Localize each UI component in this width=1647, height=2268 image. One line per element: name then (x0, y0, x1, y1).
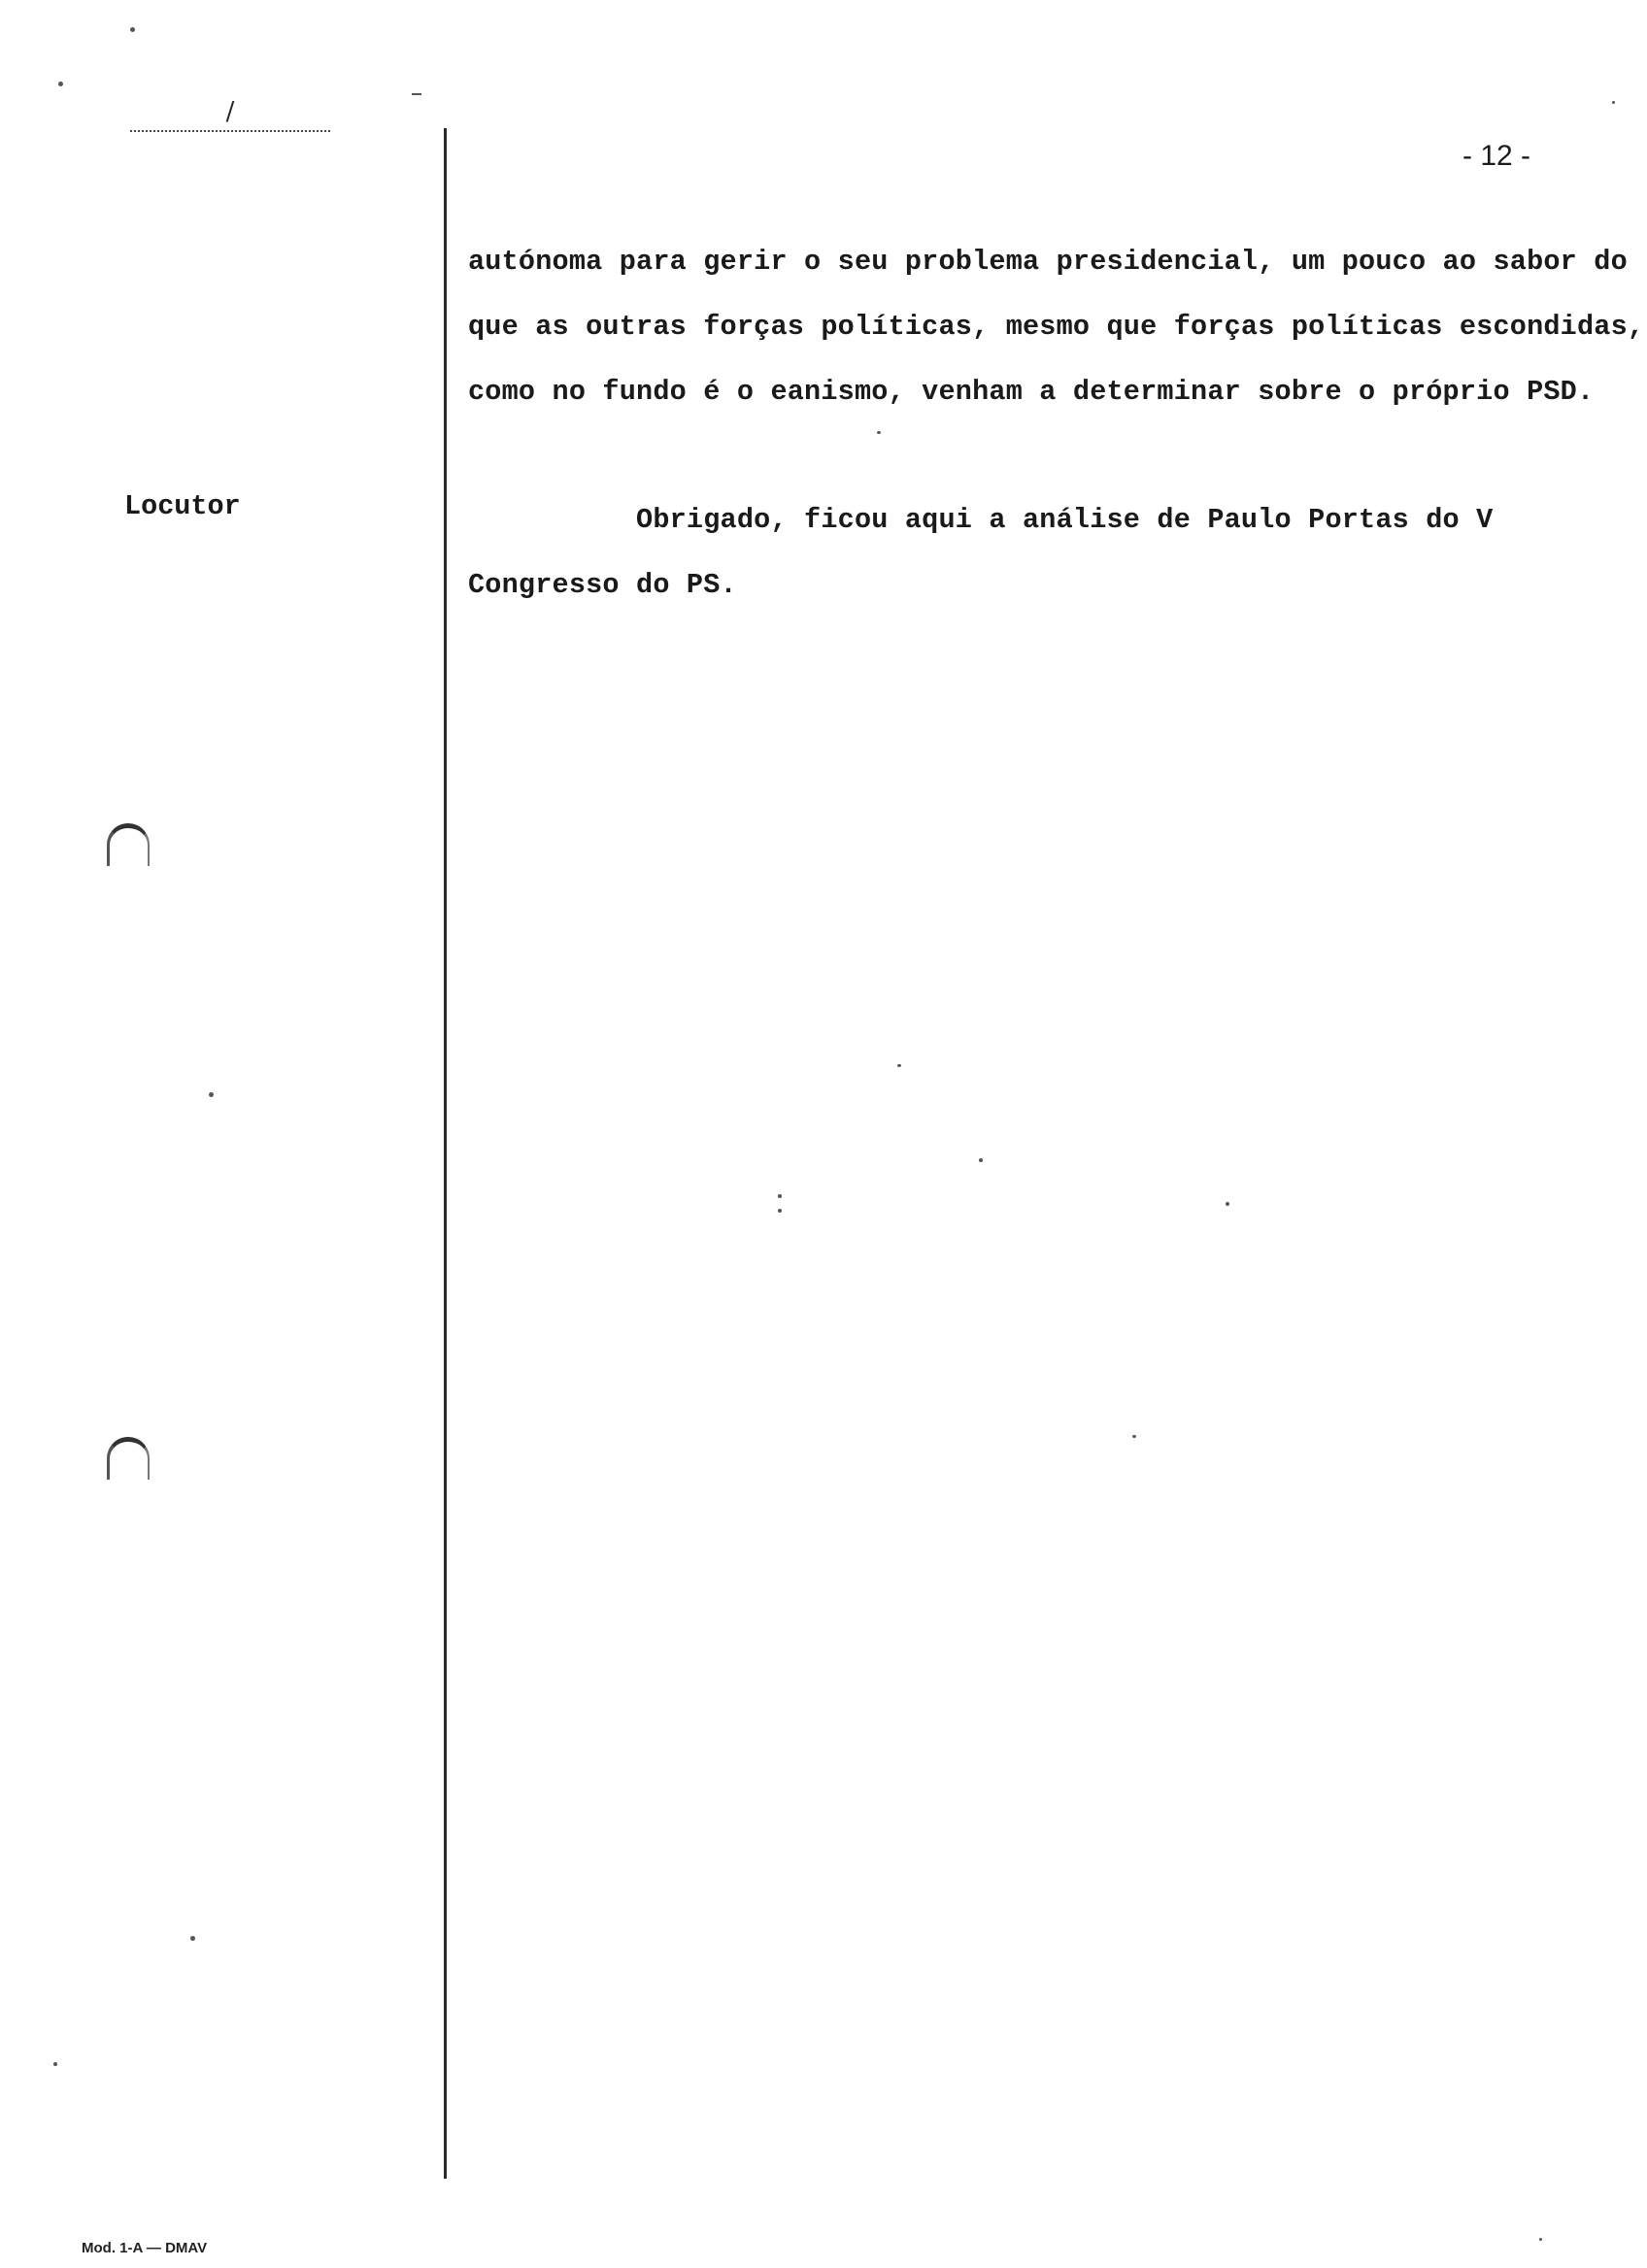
scan-speck (979, 1158, 983, 1162)
binder-hole-mark (107, 1437, 150, 1480)
text-line: como no fundo é o eanismo, venham a determinar sobre o próprio PSD. (468, 376, 1595, 408)
binder-hole-mark (107, 823, 150, 866)
scan-speck (130, 27, 135, 32)
paragraph-gap (468, 424, 1585, 487)
tick-mark (412, 93, 421, 95)
scan-speck (190, 1936, 195, 1941)
scan-speck (877, 431, 881, 434)
text-line: Obrigado, ficou aqui a análise de Paulo Portas do V (468, 504, 1494, 536)
scan-speck (1612, 101, 1615, 104)
scan-speck (1132, 1435, 1136, 1438)
speaker-label: Locutor (124, 490, 241, 522)
text-line: Congresso do PS. (468, 569, 737, 601)
form-code-footer: Mod. 1-A — DMAV (82, 2240, 208, 2256)
transcript-body (468, 229, 1645, 617)
margin-rule (444, 128, 447, 2179)
scan-speck (778, 1194, 782, 1198)
text-line: autónoma para gerir o seu problema presidencial, um pouco ao sabor do (468, 246, 1628, 278)
scan-speck (897, 1064, 901, 1067)
scan-speck (58, 82, 63, 86)
scan-speck (209, 1092, 214, 1097)
scan-speck (778, 1209, 782, 1213)
page-number: - 12 - (1462, 140, 1531, 172)
scan-speck (53, 2062, 57, 2066)
scan-speck (1226, 1202, 1229, 1206)
text-line: que as outras forças políticas, mesmo que forças políticas escondidas, (468, 311, 1645, 343)
scan-speck (1539, 2238, 1542, 2241)
reference-number-field: / (130, 97, 330, 132)
